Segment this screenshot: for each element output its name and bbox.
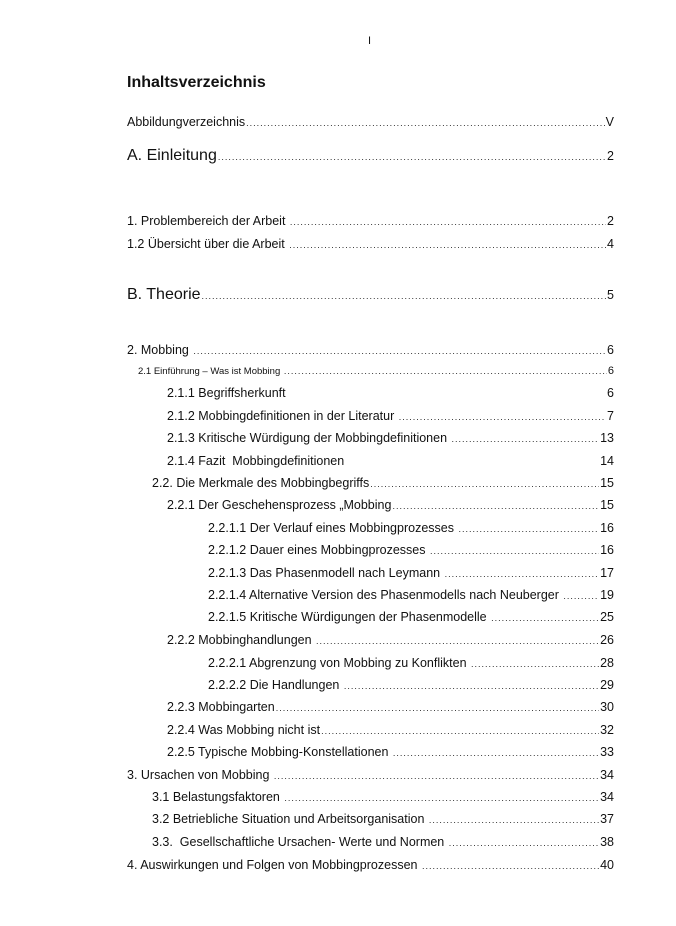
toc-label: 2.1.4 Fazit Mobbingdefinitionen xyxy=(167,454,345,468)
toc-label: 2.1.1 Begriffsherkunft xyxy=(167,386,286,400)
toc-entry-2-2-2-1[interactable] xyxy=(208,656,614,670)
leader-dots xyxy=(316,636,599,646)
toc-page: 17 xyxy=(600,566,614,580)
toc-label: 2. Mobbing xyxy=(127,343,193,357)
toc-entry-2[interactable] xyxy=(127,343,614,357)
toc-label: 1. Problembereich der Arbeit xyxy=(127,214,289,228)
page-number: I xyxy=(368,35,372,47)
toc-label: Abbildungverzeichnis xyxy=(127,115,246,129)
toc-page: 33 xyxy=(600,745,614,759)
leader-dots xyxy=(399,412,606,422)
toc-label: 2.2. Die Merkmale des Mobbingbegriffs xyxy=(152,476,370,490)
toc-entry-2-2-1-4[interactable] xyxy=(208,588,614,602)
toc-page: 7 xyxy=(607,409,614,423)
leader-dots xyxy=(284,366,607,376)
leader-dots xyxy=(218,152,606,162)
toc-page: 14 xyxy=(600,454,614,468)
toc-page: 2 xyxy=(607,149,614,163)
leader-dots xyxy=(289,240,606,250)
toc-label: 2.1.2 Mobbingdefinitionen in der Literatur xyxy=(167,409,398,423)
toc-label: 1.2 Übersicht über die Arbeit xyxy=(127,237,289,251)
toc-page: 40 xyxy=(600,858,614,872)
toc-label: 2.1 Einführung – Was ist Mobbing xyxy=(138,366,283,377)
leader-dots xyxy=(471,659,599,669)
leader-dots xyxy=(392,501,599,511)
toc-label: 4. Auswirkungen und Folgen von Mobbingprozessen xyxy=(127,858,421,872)
toc-entry-2-1-4[interactable] xyxy=(167,454,614,468)
toc-label: 3. Ursachen von Mobbing xyxy=(127,768,273,782)
leader-dots xyxy=(563,591,599,601)
toc-page: 34 xyxy=(600,790,614,804)
leader-dots xyxy=(491,613,599,623)
toc-label: 2.2.1.4 Alternative Version des Phasenmodells nach Neuberger xyxy=(208,588,563,602)
toc-label: 2.2.1 Der Geschehensprozess „Mobbing xyxy=(167,498,392,512)
leader-dots xyxy=(422,861,599,871)
toc-entry-3-2[interactable] xyxy=(152,812,614,826)
toc-entry-2-2-2-2[interactable] xyxy=(208,678,614,692)
leader-dots xyxy=(449,838,599,848)
toc-page: V xyxy=(605,115,614,129)
leader-dots xyxy=(321,726,599,736)
toc-label: 3.2 Betriebliche Situation und Arbeitsorganisation xyxy=(152,812,428,826)
toc-entry-3-1[interactable] xyxy=(152,790,614,804)
toc-page: 15 xyxy=(600,476,614,490)
toc-entry-2-1[interactable] xyxy=(138,365,614,377)
toc-label: 2.2.3 Mobbingarten xyxy=(167,700,275,714)
toc-label: 2.2.1.2 Dauer eines Mobbingprozesses xyxy=(208,543,429,557)
toc-label: 2.2.1.3 Das Phasenmodell nach Leymann xyxy=(208,566,444,580)
leader-dots xyxy=(193,346,606,356)
toc-entry-2-2-4[interactable] xyxy=(167,723,614,737)
leader-dots xyxy=(429,815,599,825)
toc-page: 6 xyxy=(607,343,614,357)
toc-page: 13 xyxy=(600,431,614,445)
toc-entry-2-2-1-5[interactable] xyxy=(208,610,614,624)
toc-entry-theorie[interactable] xyxy=(127,286,614,304)
toc-entry-2-2-1-2[interactable] xyxy=(208,543,614,557)
leader-dots xyxy=(430,546,599,556)
toc-page: 15 xyxy=(600,498,614,512)
toc-entry-2-2-3[interactable] xyxy=(167,700,614,714)
toc-entry-abbildungsverzeichnis[interactable] xyxy=(127,115,614,129)
toc-title: Inhaltsverzeichnis xyxy=(127,74,266,91)
leader-dots xyxy=(290,217,606,227)
leader-dots xyxy=(370,479,599,489)
toc-label: 3.3. Gesellschaftliche Ursachen- Werte und Normen xyxy=(152,835,448,849)
toc-page: 19 xyxy=(600,588,614,602)
toc-label: 2.1.3 Kritische Würdigung der Mobbingdefinitionen xyxy=(167,431,451,445)
toc-label: 3.1 Belastungsfaktoren xyxy=(152,790,284,804)
toc-page: 6 xyxy=(607,386,614,400)
toc-page: 29 xyxy=(600,678,614,692)
toc-page: 37 xyxy=(600,812,614,826)
toc-label: B. Theorie xyxy=(127,286,201,303)
toc-label: 2.2.4 Was Mobbing nicht ist xyxy=(167,723,321,737)
toc-page: 34 xyxy=(600,768,614,782)
toc-page: 30 xyxy=(600,700,614,714)
leader-dots xyxy=(246,118,605,128)
toc-entry-2-1-1[interactable] xyxy=(167,386,614,400)
leader-dots xyxy=(393,748,599,758)
toc-entry-2-2-5[interactable] xyxy=(167,745,614,759)
toc-page: 32 xyxy=(600,723,614,737)
toc-entry-2-2[interactable] xyxy=(152,476,614,490)
toc-page: 38 xyxy=(600,835,614,849)
leader-dots xyxy=(276,703,599,713)
toc-entry-4[interactable] xyxy=(127,858,614,872)
toc-label: 2.2.5 Typische Mobbing-Konstellationen xyxy=(167,745,392,759)
toc-entry-2-2-2[interactable] xyxy=(167,633,614,647)
toc-entry-3[interactable] xyxy=(127,768,614,782)
toc-entry-3-3[interactable] xyxy=(152,835,614,849)
leader-dots xyxy=(452,434,600,444)
leader-dots xyxy=(458,524,599,534)
leader-dots xyxy=(284,793,599,803)
leader-dots xyxy=(344,681,599,691)
toc-entry-2-1-2[interactable] xyxy=(167,409,614,423)
toc-page: 25 xyxy=(600,610,614,624)
toc-entry-2-2-1-1[interactable] xyxy=(208,521,614,535)
toc-entry-2-2-1-3[interactable] xyxy=(208,566,614,580)
toc-entry-1[interactable] xyxy=(127,214,614,228)
toc-page: 26 xyxy=(600,633,614,647)
leader-dots xyxy=(274,771,599,781)
toc-entry-einleitung[interactable] xyxy=(127,147,614,165)
toc-page: 4 xyxy=(607,237,614,251)
toc-page: 2 xyxy=(607,214,614,228)
toc-label: 2.2.2 Mobbinghandlungen xyxy=(167,633,316,647)
leader-dots xyxy=(202,291,607,301)
toc-label: 2.2.1.1 Der Verlauf eines Mobbingprozesses xyxy=(208,521,458,535)
toc-entry-2-1-3[interactable] xyxy=(167,431,614,445)
toc-label: 2.2.2.2 Die Handlungen xyxy=(208,678,343,692)
leader-dots xyxy=(445,569,600,579)
toc-page: 5 xyxy=(607,288,614,302)
toc-label: 2.2.1.5 Kritische Würdigungen der Phasenmodelle xyxy=(208,610,491,624)
toc-entry-1-2[interactable] xyxy=(127,237,614,251)
toc-label: 2.2.2.1 Abgrenzung von Mobbing zu Konflikten xyxy=(208,656,470,670)
toc-page: 6 xyxy=(607,365,614,377)
toc-label: A. Einleitung xyxy=(127,147,217,164)
toc-page: 16 xyxy=(600,521,614,535)
toc-entry-2-2-1[interactable] xyxy=(167,498,614,512)
toc-page: 16 xyxy=(600,543,614,557)
toc-page: 28 xyxy=(600,656,614,670)
